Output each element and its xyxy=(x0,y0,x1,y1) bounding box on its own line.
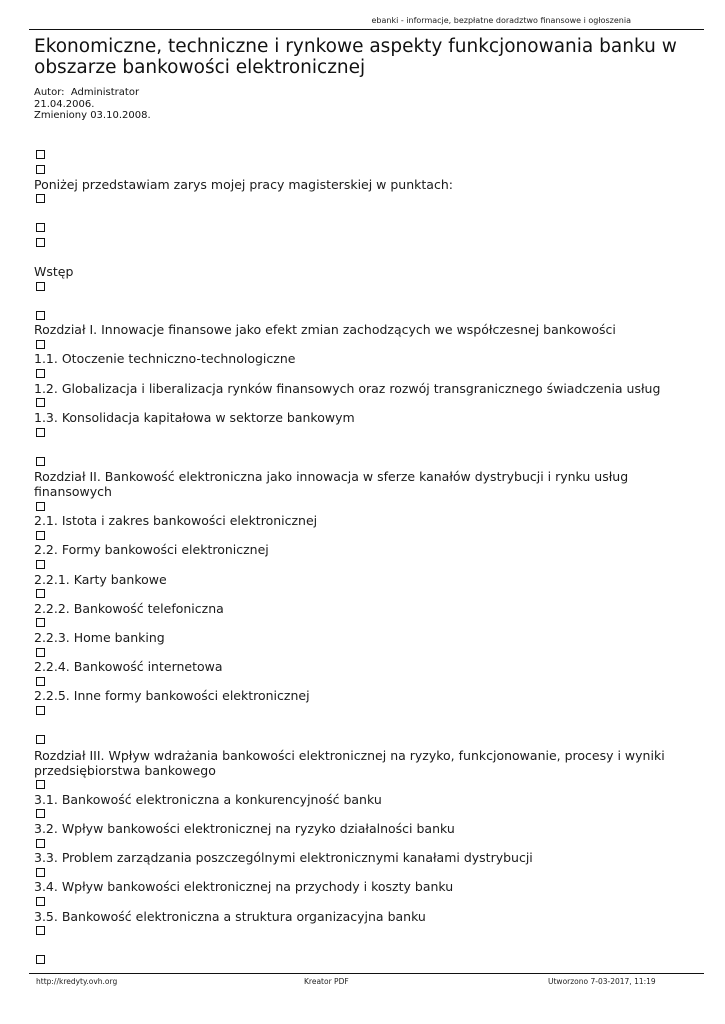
text-line: Rozdział II. Bankowość elektroniczna jako innowacja w sferze kanałów dystrybucji i rynku usług finansowych xyxy=(34,469,629,499)
text-line: 3.1. Bankowość elektroniczna a konkurencyjność banku xyxy=(34,792,382,807)
checkbox-glyph-icon xyxy=(36,677,45,686)
footer-url-link[interactable]: http://kredyty.ovh.org xyxy=(36,977,118,986)
checkbox-glyph-icon xyxy=(36,955,45,964)
checkbox-glyph-icon xyxy=(36,839,45,848)
text-line: 3.4. Wpływ bankowości elektronicznej na przychody i koszty banku xyxy=(34,879,454,894)
checkbox-glyph-icon xyxy=(36,238,45,247)
footer-divider xyxy=(29,973,704,974)
checkbox-glyph-icon xyxy=(36,780,45,789)
text-line: 2.2.4. Bankowość internetowa xyxy=(34,659,223,674)
text-line: Wstęp xyxy=(34,264,74,279)
author-line: Autor: Administrator xyxy=(34,87,140,98)
checkbox-glyph-icon xyxy=(36,282,45,291)
checkbox-glyph-icon xyxy=(36,369,45,378)
text-line: 2.2.1. Karty bankowe xyxy=(34,572,167,587)
checkbox-glyph-icon xyxy=(36,706,45,715)
checkbox-glyph-icon xyxy=(36,809,45,818)
checkbox-glyph-icon xyxy=(36,897,45,906)
checkbox-glyph-icon xyxy=(36,648,45,657)
checkbox-glyph-icon xyxy=(36,735,45,744)
text-line: 2.2.2. Bankowość telefoniczna xyxy=(34,601,224,616)
checkbox-glyph-icon xyxy=(36,150,45,159)
checkbox-glyph-icon xyxy=(36,194,45,203)
text-line: 1.1. Otoczenie techniczno-technologiczne xyxy=(34,351,296,366)
text-line: 1.3. Konsolidacja kapitałowa w sektorze bankowym xyxy=(34,410,355,425)
checkbox-glyph-icon xyxy=(36,589,45,598)
text-line: 2.2.5. Inne formy bankowości elektronicznej xyxy=(34,688,310,703)
text-line: Rozdział III. Wpływ wdrażania bankowości elektronicznej na ryzyko, funkcjonowanie, procesy i wyniki przedsiębiorstwa bankowego xyxy=(34,748,665,778)
checkbox-glyph-icon xyxy=(36,531,45,540)
checkbox-glyph-icon xyxy=(36,502,45,511)
checkbox-glyph-icon xyxy=(36,223,45,232)
text-line: 3.2. Wpływ bankowości elektronicznej na ryzyko działalności banku xyxy=(34,821,455,836)
checkbox-glyph-icon xyxy=(36,560,45,569)
date-line: 21.04.2006. xyxy=(34,98,95,110)
text-line: Rozdział I. Innowacje finansowe jako efekt zmian zachodzących we współczesnej bankowości xyxy=(34,322,616,337)
text-line: 3.5. Bankowość elektroniczna a struktura organizacyjna banku xyxy=(34,909,426,924)
text-line: 3.3. Problem zarządzania poszczególnymi elektronicznymi kanałami dystrybucji xyxy=(34,850,533,865)
checkbox-glyph-icon xyxy=(36,868,45,877)
footer-generator: Kreator PDF xyxy=(304,977,349,986)
footer-created-date: Utworzono 7-03-2017, 11:19 xyxy=(548,977,656,986)
checkbox-glyph-icon xyxy=(36,340,45,349)
checkbox-glyph-icon xyxy=(36,618,45,627)
checkbox-glyph-icon xyxy=(36,311,45,320)
checkbox-glyph-icon xyxy=(36,428,45,437)
page-header-site-text: ebanki - informacje, bezpłatne doradztwo finansowe i ogłoszenia xyxy=(371,16,631,25)
text-line: Poniżej przedstawiam zarys mojej pracy magisterskiej w punktach: xyxy=(34,177,453,192)
article-title: Ekonomiczne, techniczne i rynkowe aspekty funkcjonowania banku w obszarze bankowości elektronicznej xyxy=(34,36,677,78)
checkbox-glyph-icon xyxy=(36,398,45,407)
checkbox-glyph-icon xyxy=(36,457,45,466)
text-line: 2.1. Istota i zakres bankowości elektronicznej xyxy=(34,513,318,528)
modified-line: Zmieniony 03.10.2008. xyxy=(34,110,151,121)
checkbox-glyph-icon xyxy=(36,165,45,174)
text-line: 2.2.3. Home banking xyxy=(34,630,165,645)
text-line: 2.2. Formy bankowości elektronicznej xyxy=(34,542,269,557)
checkbox-glyph-icon xyxy=(36,926,45,935)
text-line: 1.2. Globalizacja i liberalizacja rynków finansowych oraz rozwój transgranicznego świadczenia usług xyxy=(34,381,661,396)
